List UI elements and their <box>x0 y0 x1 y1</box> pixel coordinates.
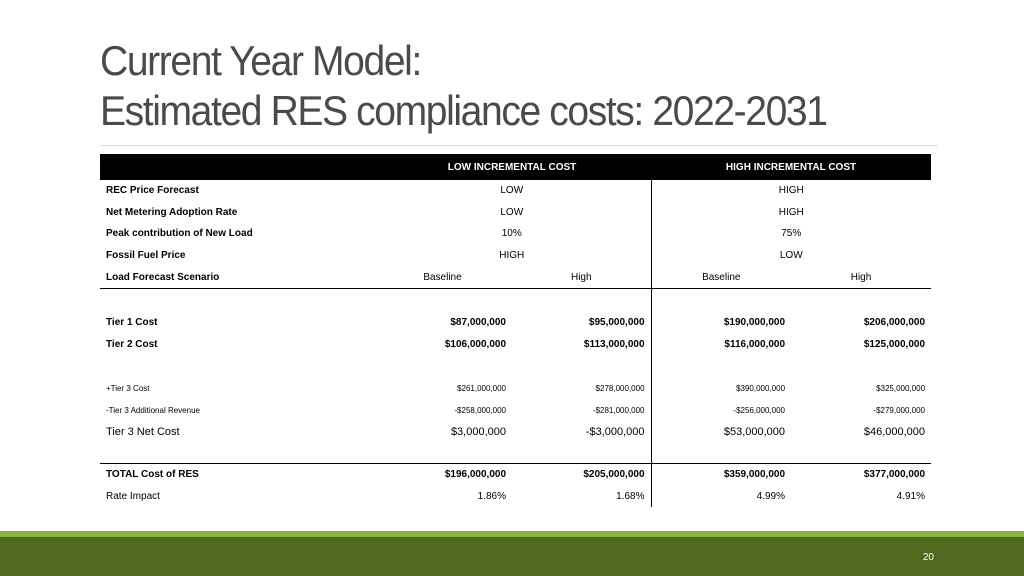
cell-value: -$256,000,000 <box>733 406 786 416</box>
table-header-blank <box>100 154 373 180</box>
slide-title-line-1: Current Year Model: <box>100 37 421 84</box>
cell-value: $3,000,000 <box>450 426 506 439</box>
cell-value: $359,000,000 <box>651 463 791 485</box>
table-row <box>100 400 931 422</box>
cell-value: $106,000,000 <box>444 338 506 350</box>
row-label: Peak contribution of New Load <box>106 228 253 240</box>
cell-value: $125,000,000 <box>863 338 926 350</box>
cell-low: LOW <box>373 180 651 202</box>
row-label: -Tier 3 Additional Revenue <box>106 406 200 416</box>
cell-value: $377,000,000 <box>791 463 931 485</box>
table-header-row <box>100 154 931 180</box>
cell-scenario: High <box>791 266 931 288</box>
cell-value: $116,000,000 <box>724 338 786 350</box>
table-row-total <box>100 463 931 485</box>
cell-low: HIGH <box>373 245 651 267</box>
spacer-row <box>100 443 931 464</box>
cell-value: $53,000,000 <box>723 426 786 439</box>
header-high-incremental-cost: HIGH INCREMENTAL COST <box>651 154 931 180</box>
cell-value: $205,000,000 <box>512 463 651 485</box>
header-low-incremental-cost: LOW INCREMENTAL COST <box>373 154 651 180</box>
cell-value: $261,000,000 <box>457 384 506 394</box>
row-label: +Tier 3 Cost <box>106 384 150 394</box>
row-label: Load Forecast Scenario <box>100 266 373 288</box>
table-row <box>100 245 931 267</box>
row-label: Net Metering Adoption Rate <box>106 206 238 218</box>
row-label: Rate Impact <box>106 490 160 502</box>
table-row-rate-impact <box>100 486 931 508</box>
cell-value: $113,000,000 <box>512 334 651 356</box>
table-row <box>100 312 931 334</box>
row-label: REC Price Forecast <box>106 185 199 197</box>
page-number: 20 <box>922 552 934 563</box>
cell-low: 10% <box>373 223 651 245</box>
table-row-tier3-net <box>100 421 931 443</box>
cell-value: $87,000,000 <box>450 317 506 329</box>
table-row <box>100 334 931 356</box>
cell-value: $278,000,000 <box>512 378 651 400</box>
row-label: Fossil Fuel Price <box>106 250 186 262</box>
cell-value: $390,000,000 <box>736 384 786 394</box>
cell-high: HIGH <box>778 206 804 218</box>
cell-value: -$281,000,000 <box>512 400 651 422</box>
table-row <box>100 202 931 224</box>
cell-value: 1.86% <box>477 490 506 502</box>
cell-value: 1.68% <box>512 486 651 508</box>
cell-scenario: Baseline <box>651 266 791 288</box>
cell-scenario: High <box>512 266 651 288</box>
row-label: TOTAL Cost of RES <box>100 463 373 485</box>
compliance-cost-table <box>100 154 931 507</box>
cell-value: $46,000,000 <box>863 426 926 439</box>
cell-high: 75% <box>781 228 802 240</box>
cell-high: LOW <box>779 250 803 262</box>
table-row <box>100 223 931 245</box>
table-row-scenario <box>100 266 931 288</box>
row-label: Tier 3 Net Cost <box>106 426 180 439</box>
cell-value: $95,000,000 <box>512 312 651 334</box>
slide-title-line-2: Estimated RES compliance costs: 2022-2031 <box>100 87 827 134</box>
cell-value: 4.99% <box>756 490 786 502</box>
spacer-row <box>100 288 931 312</box>
spacer-row <box>100 355 931 378</box>
cell-value: $206,000,000 <box>863 317 926 329</box>
cell-value: $190,000,000 <box>723 317 786 329</box>
slide-title <box>100 36 918 136</box>
row-label: Tier 2 Cost <box>106 338 158 350</box>
footer-band <box>0 537 1024 576</box>
table-row <box>100 180 931 202</box>
cell-high: HIGH <box>778 185 804 197</box>
cell-low: LOW <box>373 202 651 224</box>
cell-scenario: Baseline <box>373 266 512 288</box>
cell-value: -$3,000,000 <box>512 421 651 443</box>
cell-value: -$279,000,000 <box>873 406 926 416</box>
cell-value: $196,000,000 <box>373 463 512 485</box>
title-divider <box>100 145 938 146</box>
row-label: Tier 1 Cost <box>106 317 158 329</box>
table-row <box>100 378 931 400</box>
cell-value: -$258,000,000 <box>454 406 506 416</box>
cell-value: 4.91% <box>896 490 926 502</box>
cell-value: $325,000,000 <box>876 384 926 394</box>
